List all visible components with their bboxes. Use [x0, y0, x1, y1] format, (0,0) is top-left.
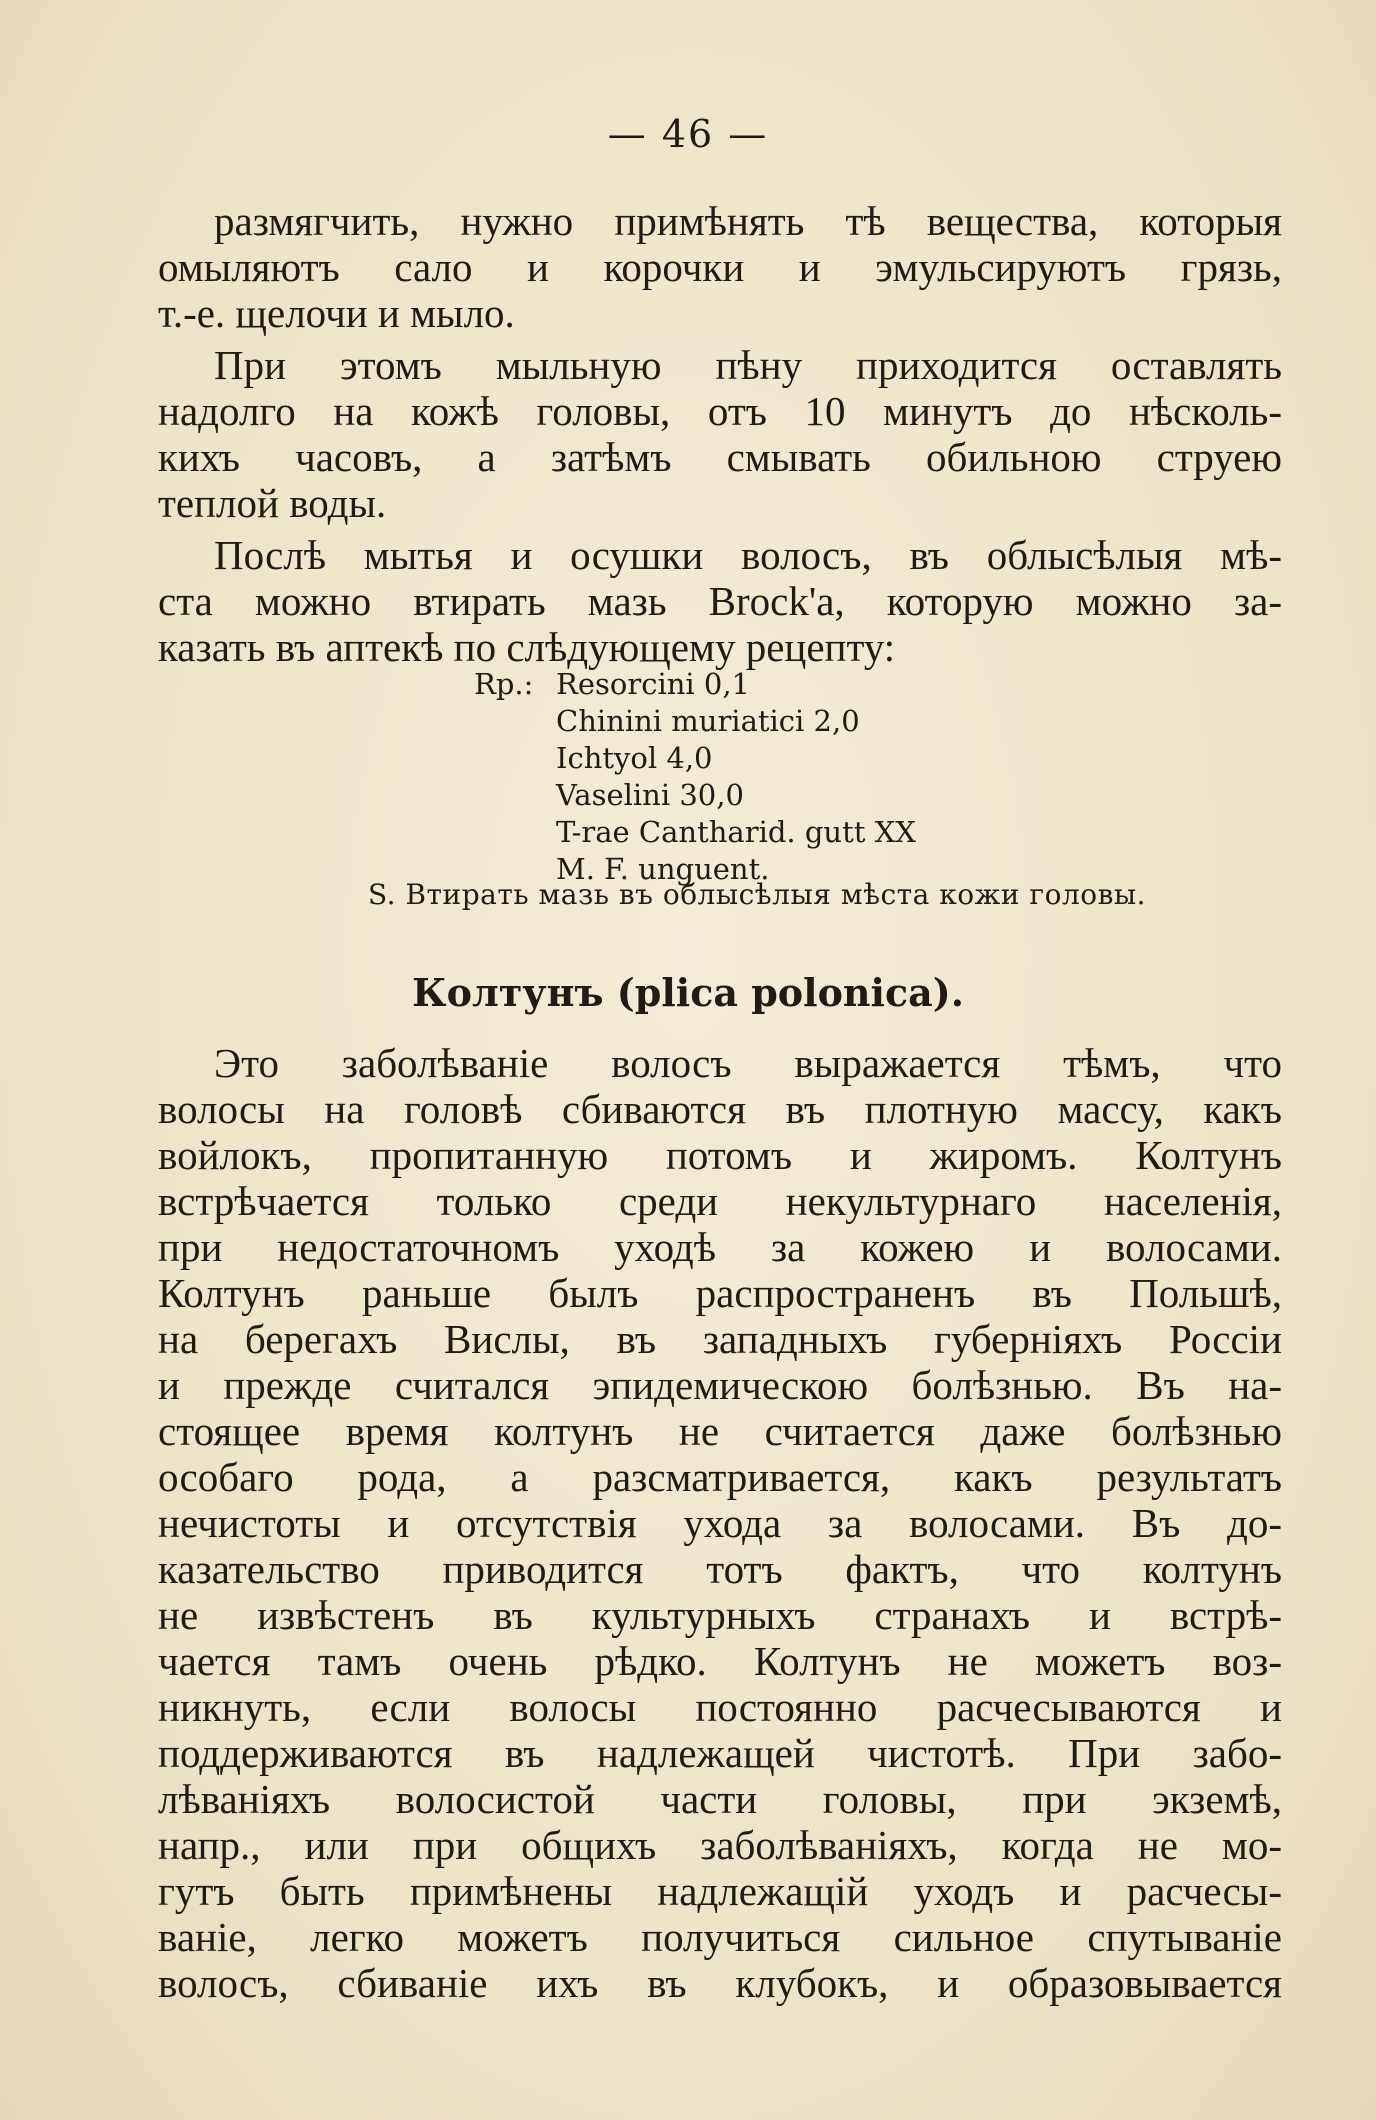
text-line: кихъ часовъ, а затѣмъ смывать обильною струею	[158, 434, 1282, 480]
prescription-item: M. F. unguent.	[556, 852, 770, 886]
paragraph	[158, 1040, 1282, 2006]
text-line: особаго рода, а разсматривается, какъ результатъ	[158, 1454, 1282, 1500]
prescription-item: Resorcini 0,1	[556, 667, 751, 701]
prescription-item: Ichtyol 4,0	[556, 741, 713, 775]
text-line: не извѣстенъ въ культурныхъ странахъ и встрѣ-	[158, 1592, 1282, 1638]
prescription-item: Chinini muriatici 2,0	[556, 704, 860, 738]
text-line: поддерживаются въ надлежащей чистотѣ. При забо-	[158, 1730, 1282, 1776]
text-line: казать въ аптекѣ по слѣдующему рецепту:	[158, 624, 896, 670]
text-line: нечистоты и отсутствія ухода за волосами. Въ до-	[158, 1500, 1282, 1546]
text-line: ваніе, легко можетъ получиться сильное спутываніе	[158, 1914, 1282, 1960]
text-line: напр., или при общихъ заболѣваніяхъ, когда не мо-	[158, 1822, 1282, 1868]
text-line: волосы на головѣ сбиваются въ плотную массу, какъ	[158, 1086, 1282, 1132]
text-line: лѣваніяхъ волосистой части головы, при экземѣ,	[158, 1776, 1282, 1822]
text-line: никнуть, если волосы постоянно расчесываются и	[158, 1684, 1282, 1730]
paragraph	[158, 532, 1282, 670]
text-line: гутъ быть примѣнены надлежащій уходъ и расчесы-	[158, 1868, 1282, 1914]
text-line: ста можно втирать мазь Brock'а, которую можно за-	[158, 578, 1282, 624]
text-block-top	[158, 198, 1282, 676]
text-line: и прежде считался эпидемическою болѣзнью. Въ на-	[158, 1362, 1282, 1408]
section-heading: Колтунъ (plica polonica).	[412, 970, 964, 1015]
text-line: при недостаточномъ уходѣ за кожею и волосами.	[158, 1224, 1282, 1270]
text-line: надолго на кожѣ головы, отъ 10 минутъ до нѣсколь-	[158, 388, 1282, 434]
text-line: т.-е. щелочи и мыло.	[158, 290, 515, 336]
text-line: омыляютъ сало и корочки и эмульсируютъ грязь,	[158, 244, 1282, 290]
text-block-bottom	[158, 1040, 1282, 2012]
text-line: Послѣ мытья и осушки волосъ, въ облысѣлыя мѣ-	[214, 532, 1282, 578]
prescription-items	[556, 666, 916, 888]
text-line: При этомъ мыльную пѣну приходится оставлять	[214, 342, 1282, 388]
prescription-rp-label: Rp.:	[474, 667, 534, 701]
text-line: встрѣчается только среди некультурнаго населенія,	[158, 1178, 1282, 1224]
text-line: на берегахъ Вислы, въ западныхъ губерніяхъ Россіи	[158, 1316, 1282, 1362]
page-number: — 46 —	[607, 112, 769, 156]
paragraph	[158, 342, 1282, 526]
text-line: Колтунъ раньше былъ распространенъ въ Польшѣ,	[158, 1270, 1282, 1316]
text-line: волосъ, сбиваніе ихъ въ клубокъ, и образовывается	[158, 1960, 1282, 2006]
prescription-item: Vaselini 30,0	[556, 778, 744, 812]
prescription-item: T-rae Cantharid. gutt XX	[556, 815, 916, 849]
paragraph	[158, 198, 1282, 336]
text-line: Это заболѣваніе волосъ выражается тѣмъ, что	[214, 1040, 1282, 1086]
text-line: войлокъ, пропитанную потомъ и жиромъ. Колтунъ	[158, 1132, 1282, 1178]
text-line: размягчить, нужно примѣнять тѣ вещества, которыя	[214, 198, 1282, 244]
text-line: теплой воды.	[158, 480, 387, 526]
text-line: стоящее время колтунъ не считается даже болѣзнью	[158, 1408, 1282, 1454]
text-line: казательство приводится тотъ фактъ, что колтунъ	[158, 1546, 1282, 1592]
prescription-signa: S. Втирать мазь въ облысѣлыя мѣста кожи головы.	[368, 878, 1147, 911]
text-line: чается тамъ очень рѣдко. Колтунъ не можетъ воз-	[158, 1638, 1282, 1684]
